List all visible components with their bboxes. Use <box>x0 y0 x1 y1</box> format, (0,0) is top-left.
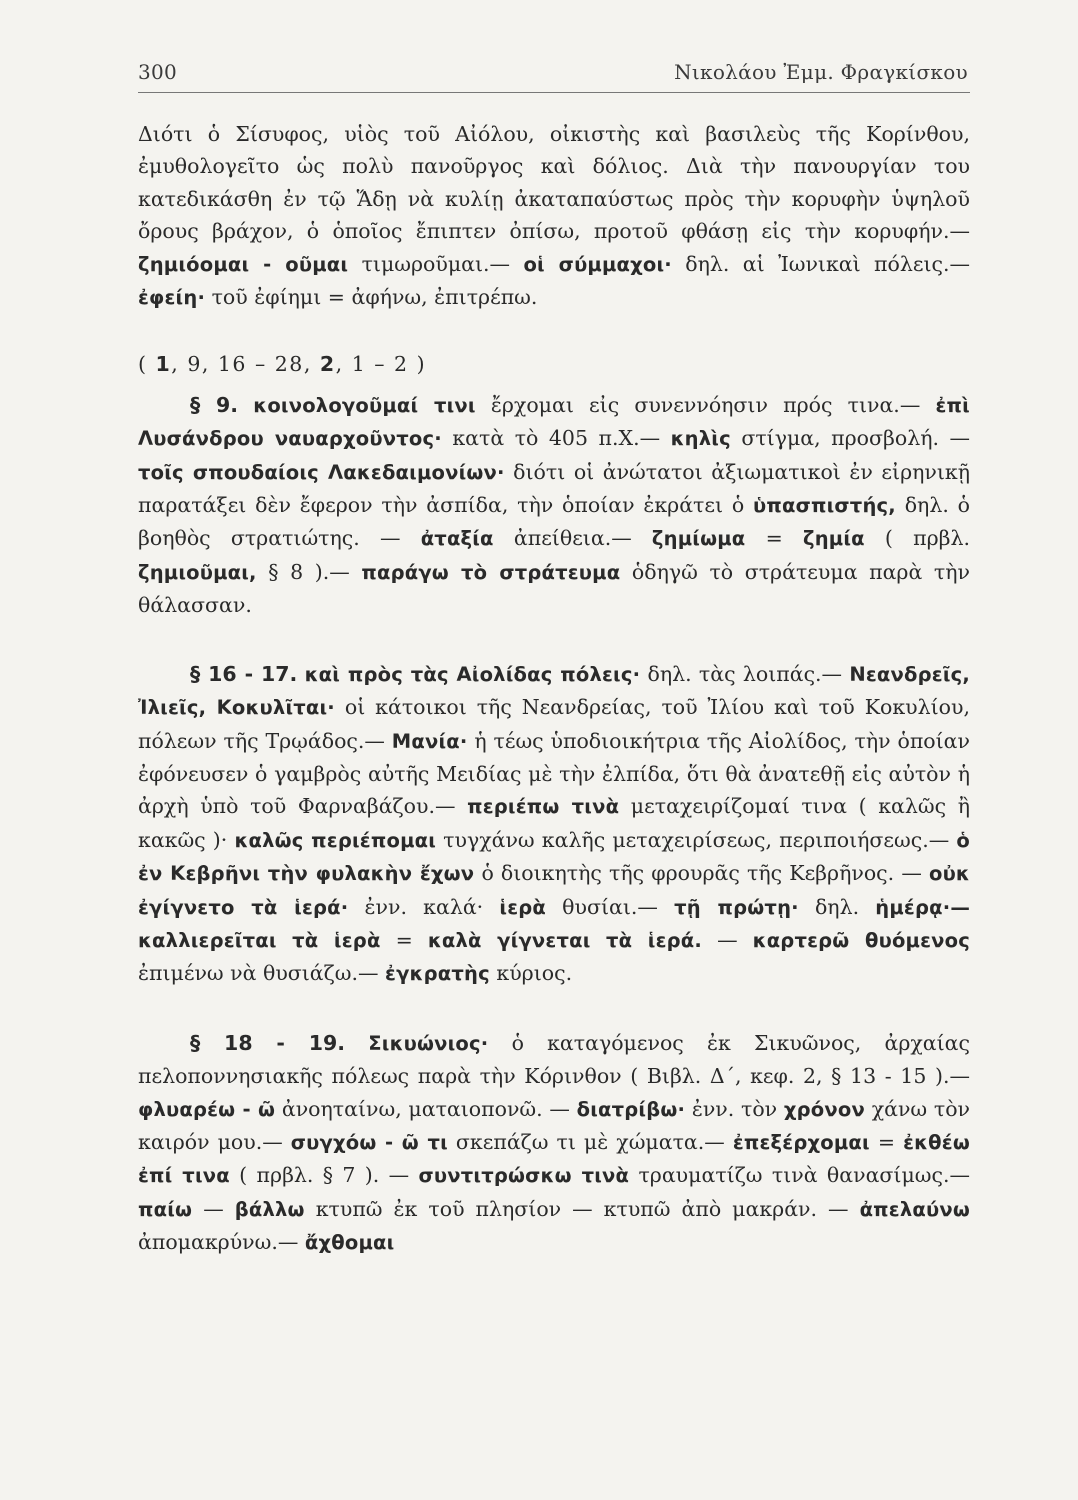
text-run: ὁ καταγόμενος ἐκ Σικυῶνος, ἀρχαίας πελοποννησιακῆς πόλεως παρὰ τὴν Κόρινθον ( Βιβλ. Δ΄, κεφ. 2, § 13 - 15 ).— <box>138 1030 971 1089</box>
lemma: ἐγκρατὴς <box>385 962 490 986</box>
lemma: συντιτρώσκω τινὰ <box>418 1164 630 1188</box>
lemma: Μανία· <box>391 729 468 753</box>
text-run: μεταχειρίζομαί τινα ( καλῶς ἢ κακῶς )· <box>138 794 970 852</box>
text-run: δηλ. ὁ βοηθὸς στρατιώτης. — <box>138 493 970 551</box>
text-run: κατὰ τὸ 405 π.Χ.— <box>441 426 671 451</box>
text-run: ἐπιμένω νὰ θυσιάζω.— <box>138 961 386 986</box>
text-run: = <box>745 526 803 551</box>
lemma: ἱερὰ <box>499 895 546 919</box>
text-run: τιμωροῦμαι.— <box>348 251 524 276</box>
lemma: Σικυώνιος· <box>368 1031 489 1055</box>
lemma: κοινολογοῦμαί τινι <box>253 393 476 417</box>
text-run: τραυματίζω τινὰ θανασίμως.— <box>629 1163 970 1188</box>
book-number: 2 <box>319 352 336 377</box>
lemma: καρτερῶ θυόμενος <box>752 928 970 952</box>
text-run: τυγχάνω καλῆς μεταχειρίσεως, περιποιήσεως.— <box>436 827 957 852</box>
lemma: ἐπεξέρχομαι <box>732 1130 870 1154</box>
lemma: ἐκθέω ἐπί τινα <box>138 1130 970 1188</box>
text-run: ἔρχομαι εἰς συνεννόησιν πρός τινα.— <box>475 392 936 417</box>
page-number: 300 <box>138 60 178 84</box>
text-run: Διότι ὁ Σίσυφος, υἱὸς τοῦ Αἰόλου, οἰκιστὴς καὶ βασιλεὺς τῆς Κορίνθου, ἐμυθολογεῖτο ὡς πολὺ πανοῦργος καὶ δόλιος. Διὰ τὴν πανουργίαν του κατεδικάσθη ἐν τῷ Ἅδῃ νὰ κυλίῃ ἀκαταπαύστως πρὸς τὴν κορυφὴν ὑψηλοῦ ὄρους βράχον, ὁ ὁποῖος ἔπιπτεν ὀπίσω, προτοῦ φθάσῃ εἰς τὴν κορυφήν.— <box>138 122 970 244</box>
lemma: ζημίωμα <box>651 527 746 551</box>
lemma: κηλὶς <box>670 427 731 451</box>
text-run: ἀπείθεια.— <box>493 526 652 551</box>
text-run: σκεπάζω τι μὲ χώματα.— <box>447 1129 733 1154</box>
header-rule <box>138 92 970 93</box>
text-run: τοῦ ἐφίημι = ἀφήνω, ἐπιτρέπω. <box>205 285 538 310</box>
lemma: οὐκ ἐγίγνετο τὰ ἱερά· <box>138 862 970 919</box>
text-run: ὁ διοικητὴς τῆς φρουρᾶς τῆς Κεβρῆνος. — <box>474 861 929 886</box>
text-run: ἀνοηταίνω, ματαιοπονῶ. — <box>275 1096 577 1121</box>
text-run: κτυπῶ ἐκ τοῦ πλησίον — κτυπῶ ἀπὸ μακράν. — <box>304 1196 860 1221</box>
lemma: ἀταξία <box>420 527 494 551</box>
text-run: , 9, 16 – 28, <box>171 352 320 377</box>
text-run: — <box>192 1196 235 1221</box>
text-run: , 1 – 2 ) <box>335 352 427 377</box>
text-run: ( πρβλ. <box>864 526 971 551</box>
lemma: χρόνον <box>783 1097 865 1121</box>
lemma: ζημία <box>802 527 865 551</box>
section-16-17 <box>138 658 970 991</box>
lemma: ἀπελαύνω <box>859 1197 970 1221</box>
text-run: ( πρβλ. § 7 ). — <box>229 1163 419 1188</box>
text-run: ( <box>138 352 156 377</box>
lemma: ἄχθομαι <box>304 1231 395 1255</box>
page-header <box>138 56 970 86</box>
lemma: καὶ πρὸς τὰς Αἰολίδας πόλεις· <box>304 662 641 686</box>
text-run: ἡ τέως ὑποδιοικήτρια τῆς Αἰολίδος, τὴν ὁποίαν ἐφόνευσεν ὁ γαμβρὸς αὐτῆς Μειδίας μὲ τὴν ἐλπίδα, ὅτι θὰ ἀνατεθῇ εἰς αὐτὸν ἡ ἀρχὴ ὑπὸ τοῦ Φαρναβάζου.— <box>138 728 970 819</box>
lemma: τοῖς σπουδαίοις Λακεδαιμονίων· <box>138 460 505 484</box>
lemma: περιέπω τινὰ <box>467 795 620 819</box>
section-number: § 9. <box>190 392 239 417</box>
lemma: παίω <box>138 1197 193 1221</box>
lemma: καλῶς περιέπομαι <box>234 828 437 852</box>
lemma: ὁ ἐν Κεβρῆνι τὴν φυλακὴν ἔχων <box>138 828 970 886</box>
lemma: διατρίβω· <box>576 1097 686 1121</box>
text-run: ἀπομακρύνω.— <box>138 1230 305 1255</box>
text-run: = <box>869 1129 904 1154</box>
text-run: διότι οἱ ἀνώτατοι ἀξιωματικοὶ ἐν εἰρηνικῇ παρατάξει δὲν ἔφερον τὴν ἀσπίδα, τὴν ὁποίαν ἐκράτει ὁ <box>138 459 970 518</box>
text-run: κύριος. <box>489 961 573 986</box>
paragraph-sisyphus <box>138 118 970 314</box>
lemma: καλὰ γίγνεται τὰ ἱερά. <box>427 928 703 952</box>
text-run: οἱ κάτοικοι τῆς Νεανδρείας, τοῦ Ἰλίου καὶ τοῦ Κοκυλίου, πόλεων τῆς Τρῳάδος.— <box>138 695 970 753</box>
lemma: ἡμέρᾳ·— καλλιερεῖται τὰ ἱερὰ <box>138 895 971 952</box>
lemma: Νεανδρεῖς, Ἰλιεῖς, Κοκυλῖται· <box>138 662 970 720</box>
text-run: δηλ. αἱ Ἰωνικαὶ πόλεις.— <box>671 251 970 276</box>
page-body <box>138 118 970 1260</box>
lemma: παράγω τὸ στράτευμα <box>361 560 621 584</box>
text-run: δηλ. τὰς λοιπάς.— <box>640 661 850 686</box>
text-run: θυσίαι.— <box>546 894 675 919</box>
lemma: φλυαρέω - ῶ <box>138 1097 276 1121</box>
lemma: συγχόω - ῶ τι <box>290 1130 448 1154</box>
section-number: § 16 - 17. <box>190 661 298 686</box>
section-number: § 18 - 19. <box>190 1030 346 1055</box>
lemma: ἐπὶ Λυσάνδρου ναυαρχοῦντος· <box>138 393 970 451</box>
text-run: = <box>380 927 428 952</box>
text-run: ὁδηγῶ τὸ στράτευμα παρὰ τὴν θάλασσαν. <box>138 559 971 618</box>
lemma: ὑπασπιστής, <box>753 494 896 518</box>
text-run: ἐνν. τὸν <box>685 1096 784 1121</box>
text-run: δηλ. <box>798 894 876 919</box>
chapter-reference <box>138 348 970 380</box>
lemma: ζημιόομαι - οῦμαι <box>138 252 349 276</box>
lemma: οἱ σύμμαχοι· <box>523 252 672 276</box>
text-run: στίγμα, προσβολή. — <box>730 426 970 451</box>
text-run: — <box>702 927 753 952</box>
section-18-19 <box>138 1027 970 1260</box>
lemma: βάλλω <box>234 1197 305 1221</box>
running-title: Νικολάου Ἐμμ. Φραγκίσκου <box>674 60 968 84</box>
text-run: ἐνν. καλά· <box>348 894 500 919</box>
text-run: § 8 ).— <box>256 559 362 584</box>
book-number: 1 <box>155 352 172 377</box>
lemma: τῇ πρώτῃ· <box>674 895 799 919</box>
lemma: ζημιοῦμαι, <box>138 560 257 584</box>
section-9 <box>138 389 970 622</box>
lemma: ἐφείη· <box>138 286 206 310</box>
text-run: χάνω τὸν καιρόν μου.— <box>138 1096 971 1154</box>
